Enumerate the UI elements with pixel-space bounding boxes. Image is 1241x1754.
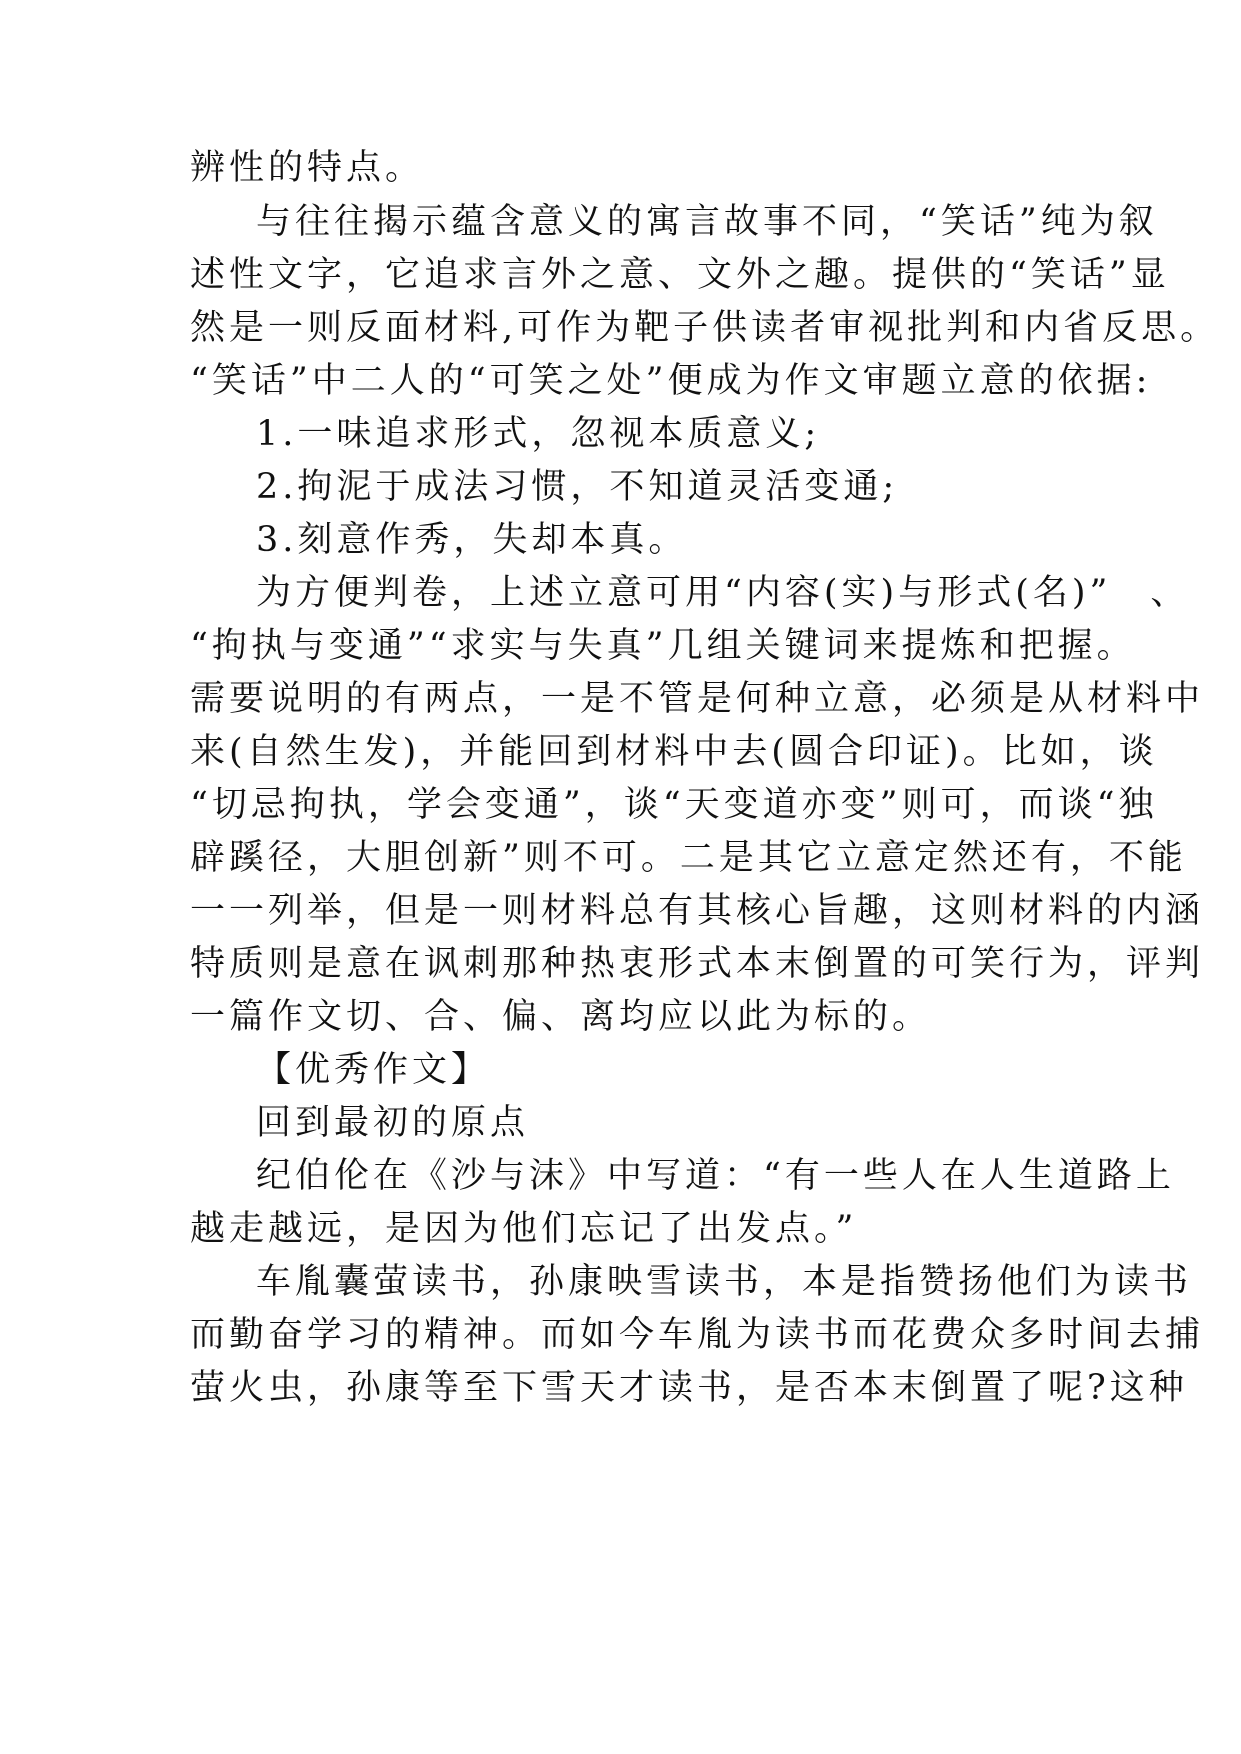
paragraph-line: 越走越远，是因为他们忘记了出发点。” bbox=[190, 1209, 858, 1249]
paragraph-line: 一一列举，但是一则材料总有其核心旨趣，这则材料的内涵 bbox=[190, 891, 1205, 931]
paragraph-line: 萤火虫，孙康等至下雪天才读书，是否本末倒置了呢?这种 bbox=[190, 1368, 1188, 1408]
paragraph-line: “切忌拘执，学会变通”，谈“天变道亦变”则可，而谈“独 bbox=[190, 785, 1158, 825]
paragraph-line: 述性文字，它追求言外之意、文外之趣。提供的“笑话”显 bbox=[190, 255, 1170, 295]
paragraph-line: 来(自然生发)，并能回到材料中去(圆合印证)。比如，谈 bbox=[190, 732, 1158, 772]
paragraph-line: 而勤奋学习的精神。而如今车胤为读书而花费众多时间去捕 bbox=[190, 1315, 1205, 1355]
paragraph-line: 特质则是意在讽刺那种热衷形式本末倒置的可笑行为，评判 bbox=[190, 944, 1205, 984]
list-item: 2.拘泥于成法习惯，不知道灵活变通; bbox=[256, 467, 899, 507]
list-item: 3.刻意作秀，失却本真。 bbox=[256, 520, 688, 560]
paragraph-line: 为方便判卷，上述立意可用“内容(实)与形式(名)” 、 bbox=[256, 573, 1190, 613]
paragraph-line: 纪伯伦在《沙与沫》中写道：“有一些人在人生道路上 bbox=[256, 1156, 1175, 1196]
list-item: 1.一味追求形式，忽视本质意义; bbox=[256, 414, 821, 454]
paragraph-line: 车胤囊萤读书，孙康映雪读书，本是指赞扬他们为读书 bbox=[256, 1262, 1193, 1302]
paragraph-line: 辟蹊径，大胆创新”则不可。二是其它立意定然还有，不能 bbox=[190, 838, 1187, 878]
paragraph-line: 与往往揭示蕴含意义的寓言故事不同，“笑话”纯为叙 bbox=[256, 202, 1158, 242]
paragraph-line: 然是一则反面材料,可作为靶子供读者审视批判和内省反思。 bbox=[190, 308, 1220, 348]
essay-title: 回到最初的原点 bbox=[256, 1103, 530, 1143]
paragraph-line: 辨性的特点。 bbox=[190, 148, 425, 188]
paragraph-line: “笑话”中二人的“可笑之处”便成为作文审题立意的依据: bbox=[190, 361, 1152, 401]
paragraph-line: 需要说明的有两点，一是不管是何种立意，必须是从材料中 bbox=[190, 679, 1205, 719]
section-heading: 【优秀作文】 bbox=[256, 1050, 491, 1090]
paragraph-line: “拘执与变通”“求实与失真”几组关键词来提炼和把握。 bbox=[190, 626, 1136, 666]
paragraph-line: 一篇作文切、合、偏、离均应以此为标的。 bbox=[190, 997, 932, 1037]
